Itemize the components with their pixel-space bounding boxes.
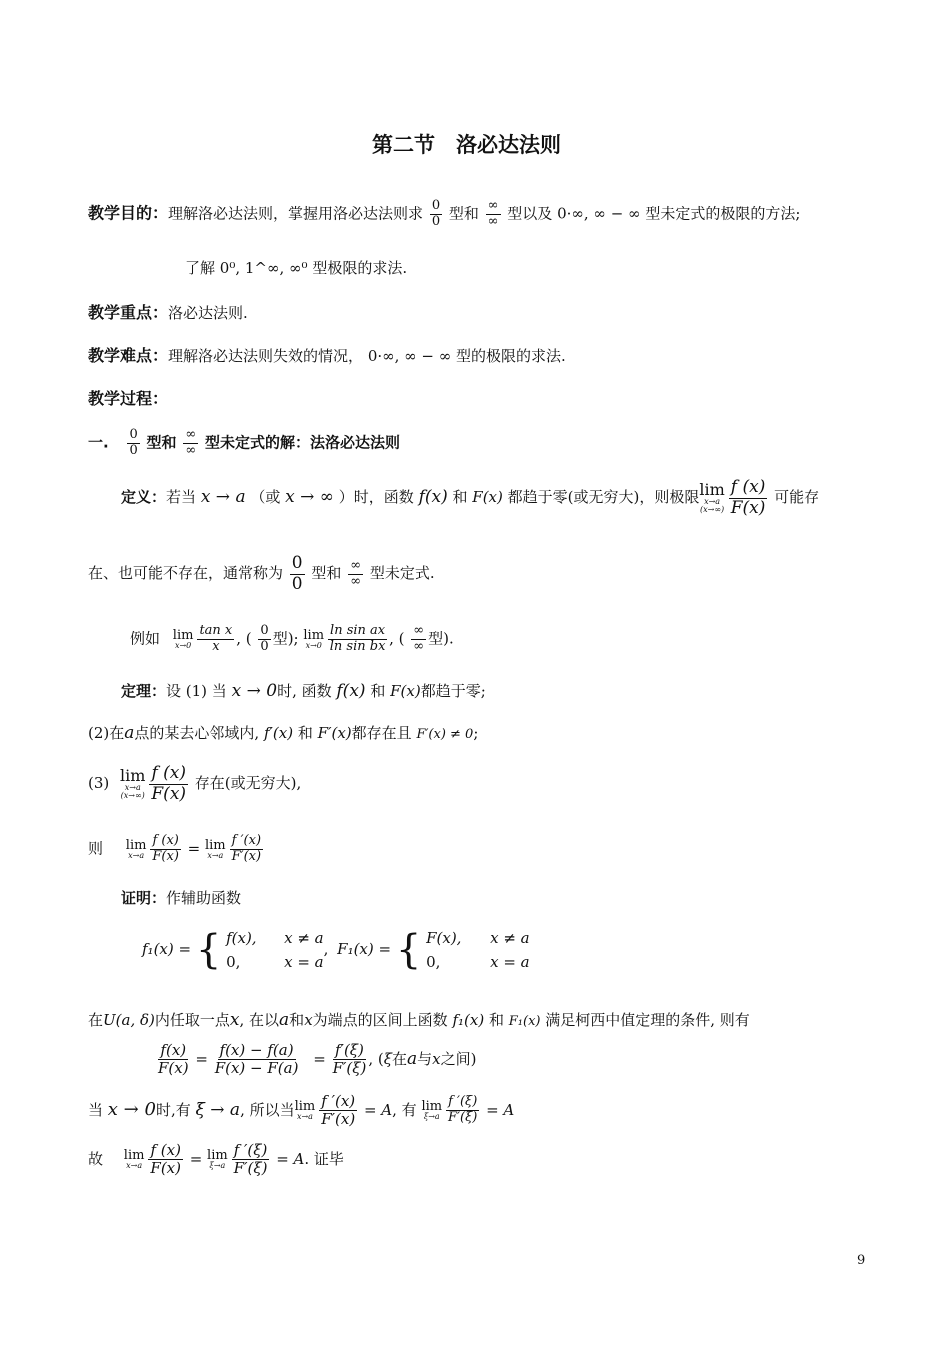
proof-text: 在: [88, 1011, 104, 1029]
limit-operator: lim x→a: [125, 837, 147, 860]
proof-math: ξ: [383, 1049, 392, 1068]
eq-fraction-2: $\frac{f(x) - f(a)}{F(x) - F(a)}$: [214, 1041, 299, 1078]
proof-text: 时,有: [155, 1100, 191, 1119]
example-type: 型);: [272, 629, 299, 648]
inf-over-inf: $\frac{\infty}{\infty}$: [185, 427, 197, 458]
theorem-text: (2)在: [88, 724, 125, 742]
zero-over-zero: $\frac{0}{0}$: [431, 198, 441, 229]
proof-math: a: [279, 1010, 290, 1030]
example-type: 型).: [428, 629, 454, 648]
proof-math: x: [229, 1010, 240, 1030]
definition-label: 定义：: [121, 488, 167, 507]
proof-math: ξ → a: [195, 1099, 241, 1120]
proof-text: 和: [488, 1011, 504, 1029]
definition-text: 可能存: [774, 488, 820, 507]
proof-line: [121, 887, 241, 908]
theorem-text: 和: [297, 724, 313, 742]
limit-operator: lim x→0: [303, 627, 325, 650]
keypoint-label: 教学重点：: [88, 303, 169, 322]
definition-math: x → ∞: [285, 487, 334, 508]
proof-math: = A: [363, 1100, 393, 1119]
definition-line-2: [88, 554, 435, 594]
proof-math: = A: [276, 1149, 305, 1168]
proof-text: , 所以当: [240, 1100, 295, 1119]
definition-text: 和: [452, 488, 468, 507]
aux-function-F1: F₁(x) =: [337, 940, 392, 958]
proof-text: 作辅助函数: [166, 889, 242, 907]
theorem-text: 设 (1) 当: [166, 682, 227, 700]
proof-text: 之间): [440, 1049, 477, 1068]
example-fraction-2: $\frac{\text{ln sin ax}}{\text{ln sin bx}}$: [329, 623, 386, 654]
limit-operator: lim x→a (x→∞): [120, 766, 146, 801]
theorem-text: 都存在且: [351, 724, 412, 742]
F1-cases: F(x), x ≠ a 0, x = a: [426, 929, 530, 971]
limit-operator: lim x→0: [172, 627, 194, 650]
theorem-text: 都趋于零;: [420, 682, 486, 700]
difficulty-line: [88, 343, 566, 366]
fraction-fx-Fx: $\frac{f (x)}{F(x)}$: [150, 1141, 181, 1178]
fraction-fpxi-Fpxi: $\frac{f '(\xi)}{F'(\xi)}$: [448, 1094, 478, 1126]
proof-text: 为端点的区间上函数: [312, 1011, 448, 1029]
aux-function-f1: f₁(x) =: [142, 940, 192, 958]
fraction-fpx-Fpx: $\frac{f '(x)}{F'(x)}$: [231, 833, 262, 864]
difficulty-text: 型的极限的求法.: [456, 347, 566, 365]
objectives-text: 理解洛必达法则，掌握用洛必达法则求: [168, 204, 424, 223]
limit-operator: lim ξ→a: [421, 1099, 443, 1122]
page-title: 第二节 洛必达法则: [372, 133, 561, 157]
inf-over-inf: $\frac{\infty}{\infty}$: [487, 198, 499, 229]
definition-text: 都趋于零(或无穷大)，则极限: [507, 488, 700, 507]
definition-line-1: [121, 478, 819, 518]
objectives-text: 型以及: [507, 204, 553, 223]
proof-math: f₁(x): [452, 1011, 485, 1029]
keypoint-text: 洛必达法则.: [168, 304, 248, 322]
theorem-math: F′(x) ≠ 0: [416, 727, 474, 742]
proof-text: 和: [289, 1011, 305, 1029]
theorem-line-1: [121, 680, 486, 701]
proof-text: 在: [392, 1049, 408, 1068]
conclusion-line: 故 lim x→a $\frac{f (x)}{F(x)}$ = lim ξ→a $\frac{f '(\xi)}{F'(\xi)}$ = A. 证毕: [88, 1141, 344, 1178]
theorem-math: F′(x): [317, 724, 352, 742]
theorem-math: f′(x): [263, 724, 294, 742]
process-label: 教学过程：: [88, 389, 169, 408]
section1-heading: [88, 428, 400, 459]
proof-paragraph-1: [88, 1009, 750, 1030]
section-text: 型未定式的解：法洛必达法则: [204, 433, 400, 452]
objectives-line-2: [185, 257, 407, 278]
theorem-math: x → 0: [231, 681, 278, 701]
theorem-text: ;: [473, 724, 479, 742]
proof-text: 满足柯西中值定理的条件, 则有: [545, 1011, 750, 1029]
theorem-math: F(x): [390, 682, 421, 700]
definition-math: f(x): [418, 487, 448, 508]
definition-text: ）时，函数: [338, 488, 414, 507]
definition-text: 若当: [166, 488, 197, 507]
limit-operator: lim x→a (x→∞): [699, 480, 725, 515]
inf-over-inf: $\frac{\infty}{\infty}$: [350, 557, 362, 589]
theorem-text: 和: [370, 682, 386, 700]
section-text: 型和: [146, 433, 177, 452]
example-label: 例如: [130, 629, 161, 648]
definition-text: 在、也可能不存在，通常称为: [88, 564, 284, 583]
theorem-text: 则: [88, 839, 104, 858]
limit-operator: lim x→a: [123, 1148, 145, 1171]
proof-text: . 证毕: [304, 1149, 344, 1168]
definition-text: （或: [250, 488, 281, 507]
keypoint-line: [88, 300, 248, 323]
cauchy-equation: $\frac{f(x)}{F(x)}$ = $\frac{f(x) - f(a)}{F(x) - F(a)}$ = $\frac{f'(\xi)}{F'(\xi)}$ , (ξ在a与x之间): [158, 1041, 477, 1078]
theorem-line-2: [88, 722, 478, 743]
fraction-fx-Fx: $\frac{f (x)}{F(x)}$: [151, 763, 187, 804]
proof-text: 当: [88, 1100, 104, 1119]
proof-math: x: [304, 1011, 313, 1029]
proof-text: , 有: [392, 1100, 417, 1119]
limit-operator: lim ξ→a: [207, 1148, 228, 1171]
difficulty-math: 0·∞, ∞ − ∞: [367, 347, 452, 365]
objectives-text: 型和: [448, 204, 479, 223]
section-number: 一.: [88, 433, 109, 452]
left-brace: {: [195, 927, 222, 973]
definition-math: x → a: [200, 487, 246, 508]
zero-over-zero: $\frac{0}{0}$: [291, 553, 303, 594]
theorem-label: 定理：: [121, 682, 167, 700]
auxiliary-functions: f₁(x) = { f(x), x ≠ a 0, x = a , F₁(x) = { F(x), x ≠ a 0, x = a: [142, 927, 530, 973]
proof-math: U(a, δ): [103, 1011, 155, 1029]
objectives-text: 型极限的求法.: [312, 259, 408, 277]
theorem-math: a: [124, 723, 135, 743]
theorem-math: f(x): [336, 681, 366, 701]
definition-math: F(x): [472, 488, 503, 507]
theorem-text: 时, 函数: [277, 682, 332, 700]
objectives-text: 型未定式的极限的方法;: [645, 204, 801, 223]
theorem-then-line: 则 lim x→a $\frac{f (x)}{F(x)}$ = lim x→a $\frac{f '(x)}{F'(x)}$: [88, 833, 262, 864]
f1-cases: f(x), x ≠ a 0, x = a: [226, 929, 324, 971]
inf-over-inf: $\frac{\infty}{\infty}$: [413, 623, 425, 654]
proof-math: x → 0: [107, 1098, 156, 1120]
proof-text: , 在以: [239, 1011, 280, 1029]
limit-operator: lim x→a: [204, 837, 226, 860]
proof-math: = A: [486, 1100, 515, 1119]
theorem-text: 存在(或无穷大),: [194, 774, 302, 793]
difficulty-label: 教学难点：: [88, 346, 169, 365]
theorem-line-3: [88, 764, 301, 804]
zero-over-zero: $\frac{0}{0}$: [260, 623, 269, 654]
objectives-label: 教学目的：: [88, 203, 169, 223]
proof-text: 内任取一点: [154, 1011, 230, 1029]
objectives-math: 0·∞, ∞ − ∞: [557, 204, 641, 223]
proof-math: x: [432, 1049, 441, 1068]
left-brace: {: [395, 927, 422, 973]
example-line: 例如 lim x→0 $\frac{\text{tan x}}{x}$ , ( $\frac{0}{0}$ 型); lim x→0 $\frac{\text{ln sin ax}}{\text{ln sin bx}}$ , ( $\frac{\infty}{\infty}$ 型).: [130, 623, 454, 654]
fraction-fx-Fx: $\frac{f (x)}{F(x)}$: [730, 477, 766, 518]
proof-text: 与: [417, 1049, 433, 1068]
when-line: [88, 1093, 514, 1129]
proof-text: , (: [368, 1049, 384, 1068]
proof-math: F₁(x): [508, 1014, 541, 1029]
definition-text: 型和: [311, 564, 342, 583]
proof-math: a: [407, 1048, 418, 1069]
eq-fraction-3: $\frac{f'(\xi)}{F'(\xi)}$: [332, 1041, 367, 1078]
difficulty-text: 理解洛必达法则失效的情况，: [168, 347, 364, 365]
objectives-line-1: [88, 199, 800, 230]
theorem-text: 点的某去心邻域内,: [134, 724, 260, 742]
eq-fraction-1: $\frac{f(x)}{F(x)}$: [158, 1041, 189, 1078]
definition-text: 型未定式.: [369, 564, 435, 583]
example-fraction-1: $\frac{\text{tan x}}{x}$: [199, 623, 233, 654]
proof-label: 证明：: [121, 889, 167, 907]
fraction-fx-Fx: $\frac{f (x)}{F(x)}$: [152, 833, 179, 864]
fraction-fpx-Fpx: $\frac{f '(x)}{F'(x)}$: [321, 1092, 356, 1129]
objectives-math: 0⁰, 1^∞, ∞⁰: [219, 259, 308, 277]
theorem-text: (3): [88, 774, 110, 793]
zero-over-zero: $\frac{0}{0}$: [129, 427, 138, 458]
limit-operator: lim x→a: [294, 1099, 316, 1122]
page-number: 9: [857, 1253, 866, 1268]
objectives-text: 了解: [185, 259, 216, 277]
proof-text: 故: [88, 1149, 104, 1168]
fraction-fpxi-Fpxi: $\frac{f '(\xi)}{F'(\xi)}$: [233, 1141, 268, 1178]
